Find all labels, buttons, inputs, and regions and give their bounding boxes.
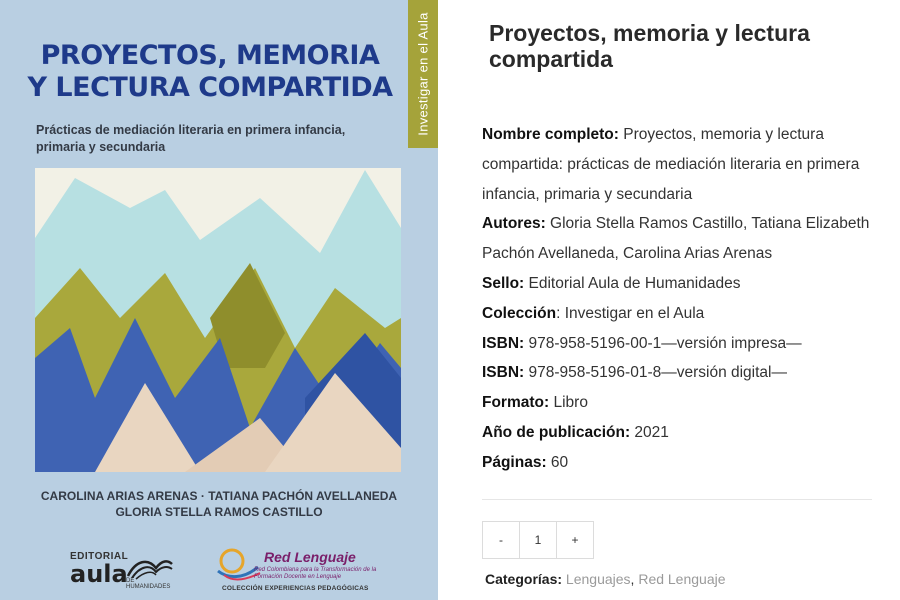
cover-title: [16, 40, 404, 104]
quantity-decrease-button[interactable]: -: [499, 533, 503, 547]
product-title: Proyectos, memoria y lectura compartida: [489, 20, 810, 72]
red-lenguaje-logo: [214, 545, 384, 597]
detail-label: ISBN:: [482, 364, 525, 382]
category-separator: ,: [630, 571, 639, 587]
collection-label: COLECCIÓN EXPERIENCIAS PEDAGÓGICAS: [222, 585, 369, 592]
cover-subtitle: [36, 122, 396, 156]
product-categories: [485, 571, 726, 587]
detail-value: Gloria Stella Ramos Castillo, Tatiana Elizabeth Pachón Avellaneda, Carolina Arias Arenas: [482, 215, 870, 263]
detail-value: 2021: [630, 423, 669, 441]
detail-label: Nombre completo:: [482, 126, 619, 143]
detail-isbn-digital: [482, 358, 882, 388]
cover-subtitle-line2: primaria y secundaria: [36, 140, 166, 154]
cover-series-strip: [408, 0, 438, 148]
logo-aula-top-text: EDITORIAL: [70, 551, 129, 562]
detail-year: [482, 418, 882, 448]
logo-aula-main-text: aula: [70, 560, 128, 588]
product-details: [482, 120, 882, 478]
detail-label: Autores:: [482, 215, 546, 233]
section-divider: [482, 499, 872, 500]
detail-authors: [482, 209, 882, 269]
cover-series-label: Investigar en el Aula: [415, 12, 431, 136]
editorial-aula-logo: [68, 548, 178, 590]
detail-format: [482, 388, 882, 418]
detail-value: Libro: [549, 394, 588, 412]
detail-value: : Investigar en el Aula: [556, 304, 705, 322]
categories-label: Categorías:: [485, 571, 563, 587]
book-cover-image: [0, 0, 438, 600]
detail-collection: [482, 299, 882, 329]
red-lenguaje-tagline: Red Colombiana para la Transformación de la Formación Docente en Lenguaje: [254, 567, 377, 580]
quantity-input[interactable]: 1: [519, 522, 557, 558]
cover-authors: [10, 488, 428, 520]
detail-label: Sello:: [482, 274, 525, 292]
detail-label: Año de publicación:: [482, 423, 631, 441]
detail-label: Colección: [482, 304, 557, 322]
cover-mountain-illustration: [35, 168, 401, 472]
detail-value: Proyectos, memoria y lectura compartida: prácticas de mediación literaria en primera infancia, primaria y secundaria: [482, 126, 860, 203]
detail-value: 978-958-5196-00-1—versión impresa—: [524, 334, 802, 352]
detail-value: 978-958-5196-01-8—versión digital—: [524, 364, 787, 382]
quantity-increase-button[interactable]: +: [571, 533, 579, 547]
quantity-stepper[interactable]: [482, 521, 594, 559]
detail-full-name: [482, 120, 882, 209]
cover-authors-line2: GLORIA STELLA RAMOS CASTILLO: [115, 505, 323, 519]
category-link-lenguajes[interactable]: Lenguajes: [565, 571, 631, 587]
open-book-icon: [126, 554, 174, 580]
logo-aula-sub-text: DE HUMANIDADES: [126, 578, 171, 590]
cover-title-line2: Y LECTURA COMPARTIDA: [27, 72, 393, 103]
detail-label: Páginas:: [482, 453, 547, 471]
cover-subtitle-line1: Prácticas de mediación literaria en primera infancia,: [36, 123, 346, 137]
detail-value: 60: [546, 453, 569, 471]
detail-imprint: [482, 269, 882, 299]
cover-title-line1: PROYECTOS, MEMORIA: [40, 40, 380, 71]
category-link-red-lenguaje[interactable]: Red Lenguaje: [638, 571, 726, 587]
detail-value: Editorial Aula de Humanidades: [524, 274, 741, 292]
detail-label: ISBN:: [482, 334, 525, 352]
detail-pages: [482, 448, 882, 478]
detail-isbn-print: [482, 329, 882, 359]
detail-label: Formato:: [482, 394, 550, 412]
red-lenguaje-name: Red Lenguaje: [264, 549, 356, 565]
cover-authors-line1: CAROLINA ARIAS ARENAS · TATIANA PACHÓN AVELLANEDA: [40, 489, 398, 503]
